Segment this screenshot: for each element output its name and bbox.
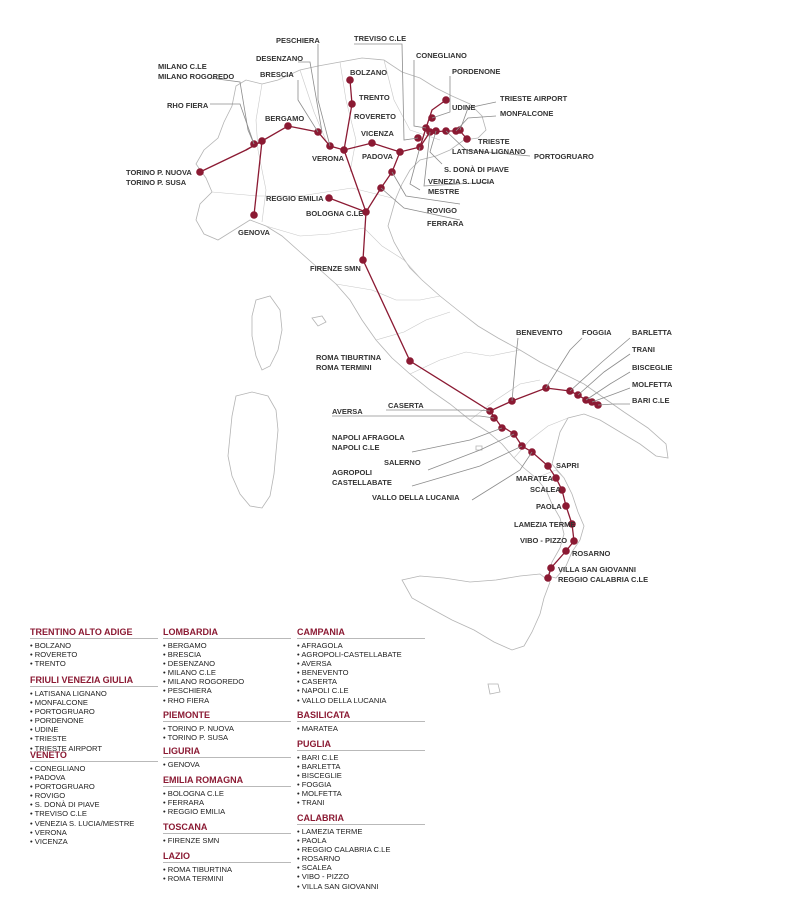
label-scalea: SCALEA — [530, 485, 561, 494]
list-item: • CASERTA — [297, 677, 425, 686]
label-paola: PAOLA — [536, 502, 562, 511]
station-dot-trento — [348, 100, 356, 108]
list-item: • FOGGIA — [297, 780, 425, 789]
label-portogruaro: PORTOGRUARO — [534, 152, 594, 161]
list-item: • RHO FIERA — [163, 696, 291, 705]
label-treviso: TREVISO C.LE — [354, 34, 407, 43]
station-dot-padova — [396, 148, 404, 156]
label-benevento: BENEVENTO — [516, 328, 563, 337]
list-item: • BOLOGNA C.LE — [163, 789, 291, 798]
label-salerno: SALERNO — [384, 458, 421, 467]
list-item: • BERGAMO — [163, 641, 291, 650]
station-dot-rosarno — [562, 547, 570, 555]
label-latisana: LATISANA LIGNANO — [452, 147, 526, 156]
label-bolzano: BOLZANO — [350, 68, 388, 77]
station-dot-bergamo — [284, 122, 292, 130]
label-milano-2: MILANO ROGOREDO — [158, 72, 235, 81]
region-list — [163, 760, 291, 769]
region-list — [30, 689, 158, 753]
label-maratea: MARATEA — [516, 474, 553, 483]
station-dot-milano — [258, 137, 266, 145]
list-item: • BARLETTA — [297, 762, 425, 771]
label-villa: VILLA SAN GIOVANNI — [558, 565, 636, 574]
list-item: • BARI C.LE — [297, 753, 425, 762]
label-udine: UDINE — [452, 103, 476, 112]
region-piemonte — [163, 710, 291, 742]
list-item: • LATISANA LIGNANO — [30, 689, 158, 698]
list-item: • PORDENONE — [30, 716, 158, 725]
region-liguria — [163, 746, 291, 769]
label-peschiera: PESCHIERA — [276, 36, 320, 45]
label-reggio-calabria: REGGIO CALABRIA C.LE — [558, 575, 649, 584]
station-dot-trieste — [463, 135, 471, 143]
region-calabria — [297, 813, 425, 891]
region-list — [30, 641, 158, 668]
label-aversa: AVERSA — [332, 407, 363, 416]
elba-outline — [312, 316, 326, 326]
list-item: • REGGIO CALABRIA C.LE — [297, 845, 425, 854]
list-item: • VERONA — [30, 828, 158, 837]
list-item: • PESCHIERA — [163, 686, 291, 695]
list-item: • FERRARA — [163, 798, 291, 807]
label-trani: TRANI — [632, 345, 655, 354]
label-caserta: CASERTA — [388, 401, 424, 410]
label-padova: PADOVA — [362, 152, 393, 161]
label-barletta: BARLETTA — [632, 328, 672, 337]
sardinia-outline — [228, 392, 278, 508]
list-item: • ROMA TERMINI — [163, 874, 291, 883]
label-bari: BARI C.LE — [632, 396, 670, 405]
region-title: EMILIA ROMAGNA — [163, 775, 291, 787]
station-dot-reggio-emilia — [325, 194, 333, 202]
region-list — [297, 753, 425, 808]
region-title: LIGURIA — [163, 746, 291, 758]
label-vibo: VIBO - PIZZO — [520, 536, 568, 545]
region-list — [30, 764, 158, 846]
list-item: • TORINO P. NUOVA — [163, 724, 291, 733]
region-title: BASILICATA — [297, 710, 425, 722]
station-dot-sapri — [544, 462, 552, 470]
region-list — [163, 789, 291, 816]
region-lombardia — [163, 627, 291, 705]
station-dot-vicenza — [368, 139, 376, 147]
list-item: • SCALEA — [297, 863, 425, 872]
list-item: • PADOVA — [30, 773, 158, 782]
region-list — [163, 724, 291, 742]
list-item: • NAPOLI C.LE — [297, 686, 425, 695]
list-item: • LAMEZIA TERME — [297, 827, 425, 836]
corsica-outline — [252, 296, 282, 370]
label-molfetta: MOLFETTA — [632, 380, 673, 389]
label-genova: GENOVA — [238, 228, 270, 237]
malta-outline — [488, 684, 500, 694]
station-dot-firenze — [359, 256, 367, 264]
list-item: • DESENZANO — [163, 659, 291, 668]
label-brescia: BRESCIA — [260, 70, 294, 79]
label-trieste: TRIESTE — [478, 137, 510, 146]
region-list — [297, 724, 425, 733]
region-title: FRIULI VENEZIA GIULIA — [30, 675, 158, 687]
list-item: • TRIESTE — [30, 734, 158, 743]
region-lazio — [163, 851, 291, 883]
region-title: LAZIO — [163, 851, 291, 863]
label-verona: VERONA — [312, 154, 345, 163]
label-roma-2: ROMA TERMINI — [316, 363, 372, 372]
list-item: • AVERSA — [297, 659, 425, 668]
label-roma-1: ROMA TIBURTINA — [316, 353, 382, 362]
station-dot-roma — [406, 357, 414, 365]
label-sdonadipiave: S. DONÀ DI PIAVE — [444, 165, 509, 174]
list-item: • VILLA SAN GIOVANNI — [297, 882, 425, 891]
list-item: • BENEVENTO — [297, 668, 425, 677]
label-rho: RHO FIERA — [167, 101, 209, 110]
region-list — [297, 827, 425, 891]
region-campania — [297, 627, 425, 705]
label-vicenza: VICENZA — [361, 129, 394, 138]
label-foggia: FOGGIA — [582, 328, 612, 337]
station-dot-udine — [442, 96, 450, 104]
region-title: VENETO — [30, 750, 158, 762]
list-item: • BOLZANO — [30, 641, 158, 650]
list-item: • S. DONÀ DI PIAVE — [30, 800, 158, 809]
list-item: • CONEGLIANO — [30, 764, 158, 773]
region-title: PUGLIA — [297, 739, 425, 751]
label-torino-1: TORINO P. NUOVA — [126, 168, 192, 177]
region-emilia-romagna — [163, 775, 291, 816]
label-monfalcone: MONFALCONE — [500, 109, 554, 118]
station-dot-paola — [562, 502, 570, 510]
label-desenzano: DESENZANO — [256, 54, 304, 63]
region-list — [163, 865, 291, 883]
region-puglia — [297, 739, 425, 808]
region-friuli — [30, 675, 158, 753]
station-dot-vibo — [570, 537, 578, 545]
list-item: • TRANI — [297, 798, 425, 807]
list-item: • ROMA TIBURTINA — [163, 865, 291, 874]
label-ferrara: FERRARA — [427, 219, 464, 228]
label-venezia-2: MESTRE — [428, 187, 460, 196]
label-rosarno: ROSARNO — [572, 549, 611, 558]
station-dot-villa — [547, 564, 555, 572]
region-list — [163, 836, 291, 845]
region-veneto — [30, 750, 158, 846]
list-item: • ROVIGO — [30, 791, 158, 800]
list-item: • VENEZIA S. LUCIA/MESTRE — [30, 819, 158, 828]
label-napoli-2: NAPOLI C.LE — [332, 443, 380, 452]
station-dot-torino — [196, 168, 204, 176]
label-reggio-emilia: REGGIO EMILIA — [266, 194, 324, 203]
list-item: • VIBO - PIZZO — [297, 872, 425, 881]
list-item: • ROVERETO — [30, 650, 158, 659]
region-title: CALABRIA — [297, 813, 425, 825]
list-item: • TRENTO — [30, 659, 158, 668]
label-pordenone: PORDENONE — [452, 67, 501, 76]
label-bergamo: BERGAMO — [265, 114, 305, 123]
label-trieste-airport: TRIESTE AIRPORT — [500, 94, 568, 103]
region-list — [163, 641, 291, 705]
label-agropoli-1: AGROPOLI — [332, 468, 373, 477]
label-venezia-1: VENEZIA S. LUCIA — [428, 177, 495, 186]
list-item: • TRIESTE AIRPORT — [30, 744, 158, 753]
list-item: • VALLO DELLA LUCANIA — [297, 696, 425, 705]
list-item: • AFRAGOLA — [297, 641, 425, 650]
station-dot-verona — [340, 146, 348, 154]
region-title: TRENTINO ALTO ADIGE — [30, 627, 158, 639]
station-dot-maratea — [552, 474, 560, 482]
list-item: • UDINE — [30, 725, 158, 734]
region-basilicata — [297, 710, 425, 733]
label-conegliano: CONEGLIANO — [416, 51, 467, 60]
region-toscana — [163, 822, 291, 845]
label-vallo: VALLO DELLA LUCANIA — [372, 493, 460, 502]
list-item: • MILANO C.LE — [163, 668, 291, 677]
label-rovereto: ROVERETO — [354, 112, 396, 121]
list-item: • MILANO ROGOREDO — [163, 677, 291, 686]
label-sapri: SAPRI — [556, 461, 579, 470]
label-trento: TRENTO — [359, 93, 390, 102]
station-dot-reggio-calabria — [544, 574, 552, 582]
label-torino-2: TORINO P. SUSA — [126, 178, 187, 187]
list-item: • BRESCIA — [163, 650, 291, 659]
list-item: • ROSARNO — [297, 854, 425, 863]
region-title: PIEMONTE — [163, 710, 291, 722]
list-item: • TORINO P. SUSA — [163, 733, 291, 742]
region-title: LOMBARDIA — [163, 627, 291, 639]
region-title: TOSCANA — [163, 822, 291, 834]
label-agropoli-2: CASTELLABATE — [332, 478, 392, 487]
list-item: • TREVISO C.LE — [30, 809, 158, 818]
region-list — [297, 641, 425, 705]
list-item: • REGGIO EMILIA — [163, 807, 291, 816]
label-lamezia: LAMEZIA TERME — [514, 520, 576, 529]
station-dot-bologna — [362, 208, 370, 216]
list-item: • PAOLA — [297, 836, 425, 845]
list-item: • MONFALCONE — [30, 698, 158, 707]
list-item: • GENOVA — [163, 760, 291, 769]
list-item: • PORTOGRUARO — [30, 707, 158, 716]
label-rovigo: ROVIGO — [427, 206, 458, 215]
list-item: • FIRENZE SMN — [163, 836, 291, 845]
region-trentino — [30, 627, 158, 668]
list-item: • AGROPOLI-CASTELLABATE — [297, 650, 425, 659]
list-item: • VICENZA — [30, 837, 158, 846]
list-item: • MOLFETTA — [297, 789, 425, 798]
label-napoli-1: NAPOLI AFRAGOLA — [332, 433, 405, 442]
list-item: • BISCEGLIE — [297, 771, 425, 780]
region-title: CAMPANIA — [297, 627, 425, 639]
station-dot-bolzano — [346, 76, 354, 84]
station-dot-genova — [250, 211, 258, 219]
list-item: • PORTOGRUARO — [30, 782, 158, 791]
label-bisceglie: BISCEGLIE — [632, 363, 673, 372]
label-milano-1: MILANO C.LE — [158, 62, 207, 71]
list-item: • MARATEA — [297, 724, 425, 733]
label-bologna: BOLOGNA C.LE — [306, 209, 364, 218]
label-firenze: FIRENZE SMN — [310, 264, 361, 273]
